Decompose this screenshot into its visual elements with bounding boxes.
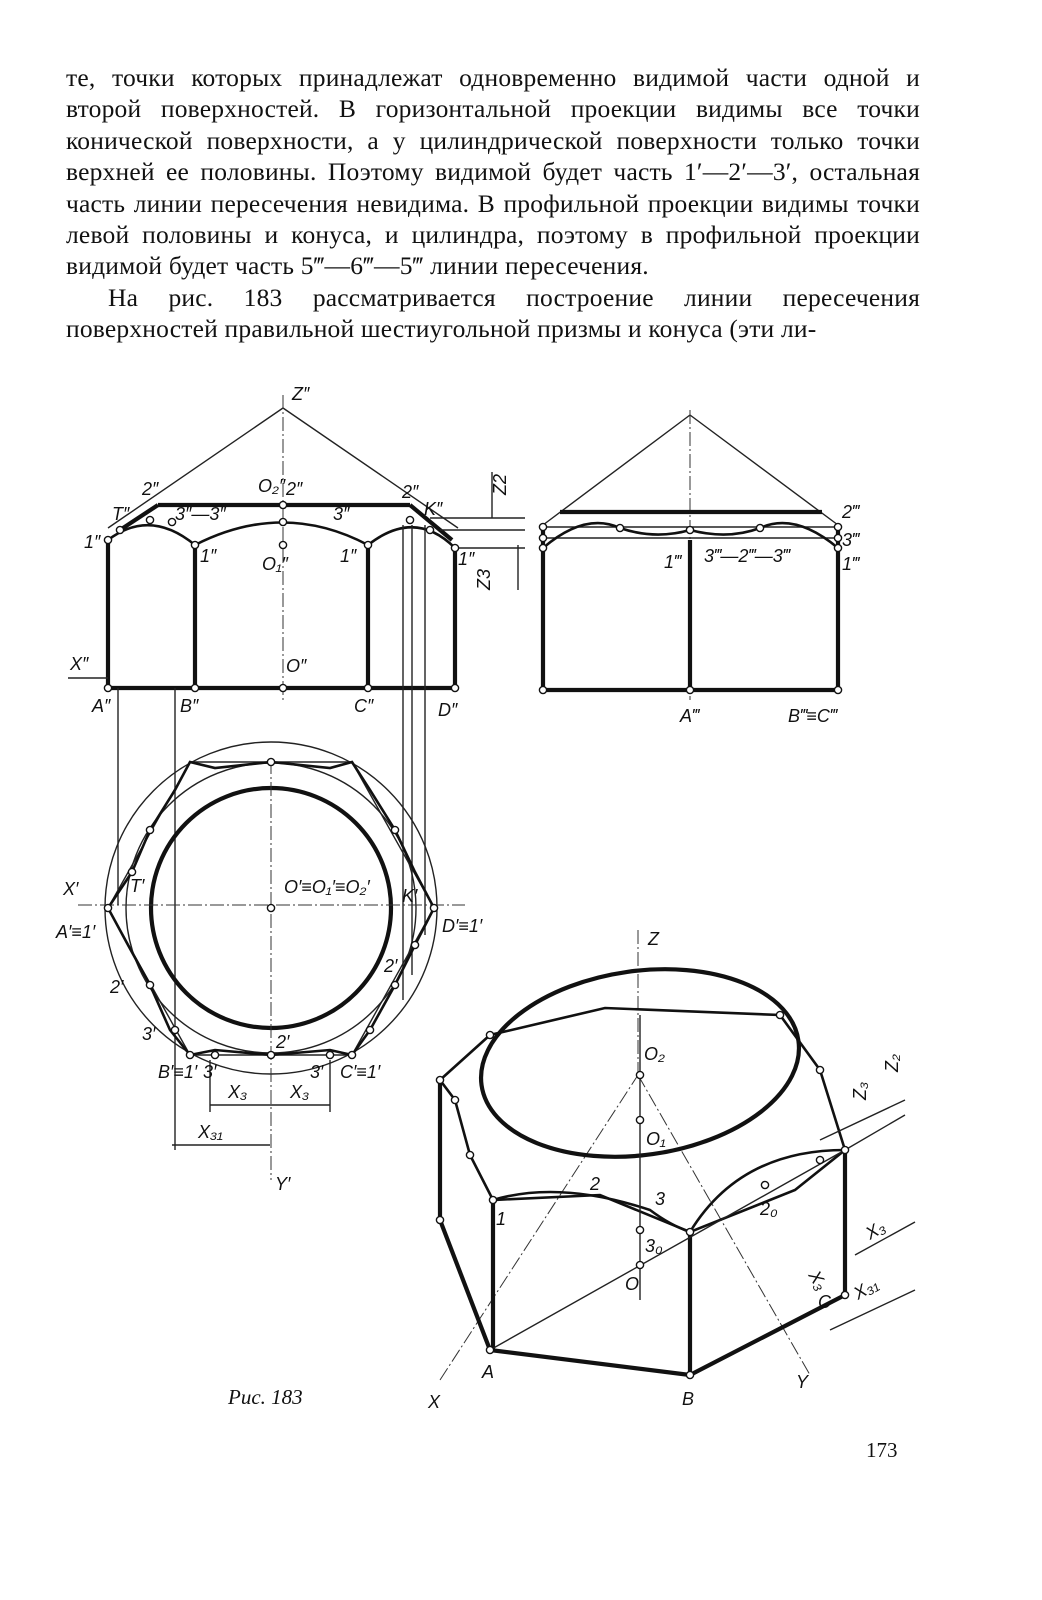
iso-o-label: O <box>625 1274 640 1294</box>
side-point-1-left-label: 1‴ <box>664 552 681 572</box>
a-label: A″ <box>92 696 111 716</box>
point-1-right-label: 1″ <box>458 549 475 569</box>
paragraph-2: На рис. 183 рассматривается построение линии пересечения поверхностей правильной шестиугольной призмы и конуса (эти ли- <box>66 282 920 344</box>
top-x31-label: X₃₁ <box>198 1122 223 1142</box>
side-point-2-label: 2‴ <box>842 502 859 522</box>
top-point-3-bl-label: 3′ <box>203 1062 217 1082</box>
point-2-left-label: 2″ <box>142 479 159 499</box>
side-point-3-label: 3‴ <box>842 530 859 550</box>
iso-x3-label: X₃ <box>862 1216 889 1244</box>
o-label: O″ <box>286 656 307 676</box>
point-3-right-label: 3″ <box>333 504 350 524</box>
point-3-left-label: 3″—3″ <box>175 504 226 524</box>
iso-3-label: 3 <box>655 1189 666 1209</box>
iso-2o-label: 2₀ <box>760 1199 778 1219</box>
iso-x3b-label: X₃ <box>804 1267 832 1294</box>
c-label: C″ <box>354 696 374 716</box>
side-a-label: A‴ <box>680 706 699 726</box>
z2-label: Z2 <box>490 473 510 495</box>
iso-y-axis-label: Y <box>796 1372 809 1392</box>
iso-o2-label: O₂ <box>644 1044 665 1064</box>
iso-x31-label: X₃₁ <box>850 1273 882 1304</box>
top-d-label: D′≡1′ <box>442 916 483 936</box>
d-label: D″ <box>438 700 458 720</box>
page-number: 173 <box>866 1438 898 1462</box>
top-point-3-br-label: 3′ <box>310 1062 324 1082</box>
t-label: T″ <box>112 504 130 524</box>
iso-z-axis-label: Z <box>648 929 659 949</box>
side-bc-label: B‴≡C‴ <box>788 706 837 726</box>
iso-z2-label: Z₂ <box>882 1054 902 1072</box>
top-view <box>55 742 483 1194</box>
top-center-label: O′≡O₁′≡O₂′ <box>284 877 370 897</box>
isometric-view <box>427 929 915 1412</box>
paragraph-1: те, точки которых принадлежат одновременно видимой части одной и второй поверхностей. В горизонтальной проекции видимы все точки конической поверхности, а у цилиндрической поверхности только точки верхней ее половины. Поэтому видимой будет часть 1′—2′—3′, остальная часть линии пересечения невидима. В профильной проекции видимы точки левой половины и конуса, и цилиндра, поэтому в профильной проекции видимой будет часть 5‴—6‴—5‴ линии пересечения. <box>66 63 920 281</box>
iso-1-label: 1 <box>496 1209 507 1229</box>
z-axis-label: Z″ <box>292 384 310 404</box>
iso-x-axis-label: X <box>428 1392 441 1412</box>
top-c-label: C′≡1′ <box>340 1062 381 1082</box>
front-view <box>68 384 525 720</box>
point-1-mid-right-label: 1″ <box>340 546 357 566</box>
top-point-2-label: 2′ <box>276 1032 290 1052</box>
point-2-right-label: 2″ <box>402 482 419 502</box>
x-axis-label: X″ <box>70 654 89 674</box>
o1-label: O₁″ <box>262 554 289 574</box>
o2-label: O₂″ <box>258 476 286 496</box>
point-1-mid-left-label: 1″ <box>200 546 217 566</box>
top-x3-right-label: X₃ <box>290 1082 310 1102</box>
iso-3o-label: 3₀ <box>645 1236 663 1256</box>
top-x-axis-label: X′ <box>63 879 79 899</box>
iso-c-label: C <box>818 1292 831 1312</box>
iso-z3-label: Z₃ <box>850 1081 870 1100</box>
b-label: B″ <box>180 696 199 716</box>
figure-caption: Рис. 183 <box>228 1385 303 1409</box>
point-2-mid-label: 2″ <box>286 479 303 499</box>
point-1-left-label: 1″ <box>84 532 101 552</box>
iso-b-label: B <box>682 1389 695 1409</box>
top-b-label: B′≡1′ <box>158 1062 198 1082</box>
k-label: K″ <box>424 499 443 519</box>
side-point-1-right-label: 1‴ <box>842 554 859 574</box>
top-a-label: A′≡1′ <box>56 922 96 942</box>
top-k-label: K′ <box>402 886 418 906</box>
top-point-3-left-label: 3′ <box>142 1024 156 1044</box>
top-point-2-left-label: 2′ <box>110 977 124 997</box>
top-y-axis-label: Y′ <box>275 1174 291 1194</box>
top-x3-left-label: X₃ <box>228 1082 248 1102</box>
side-view <box>539 410 861 726</box>
z3-label: Z3 <box>474 568 494 590</box>
side-point-3-chain-label: 3‴—2‴—3‴ <box>704 546 790 566</box>
top-point-2-right-label: 2′ <box>384 956 398 976</box>
iso-o1-label: O₁ <box>646 1129 666 1149</box>
top-t-label: T′ <box>130 876 145 896</box>
iso-2-label: 2 <box>590 1174 601 1194</box>
iso-a-label: A <box>482 1362 495 1382</box>
